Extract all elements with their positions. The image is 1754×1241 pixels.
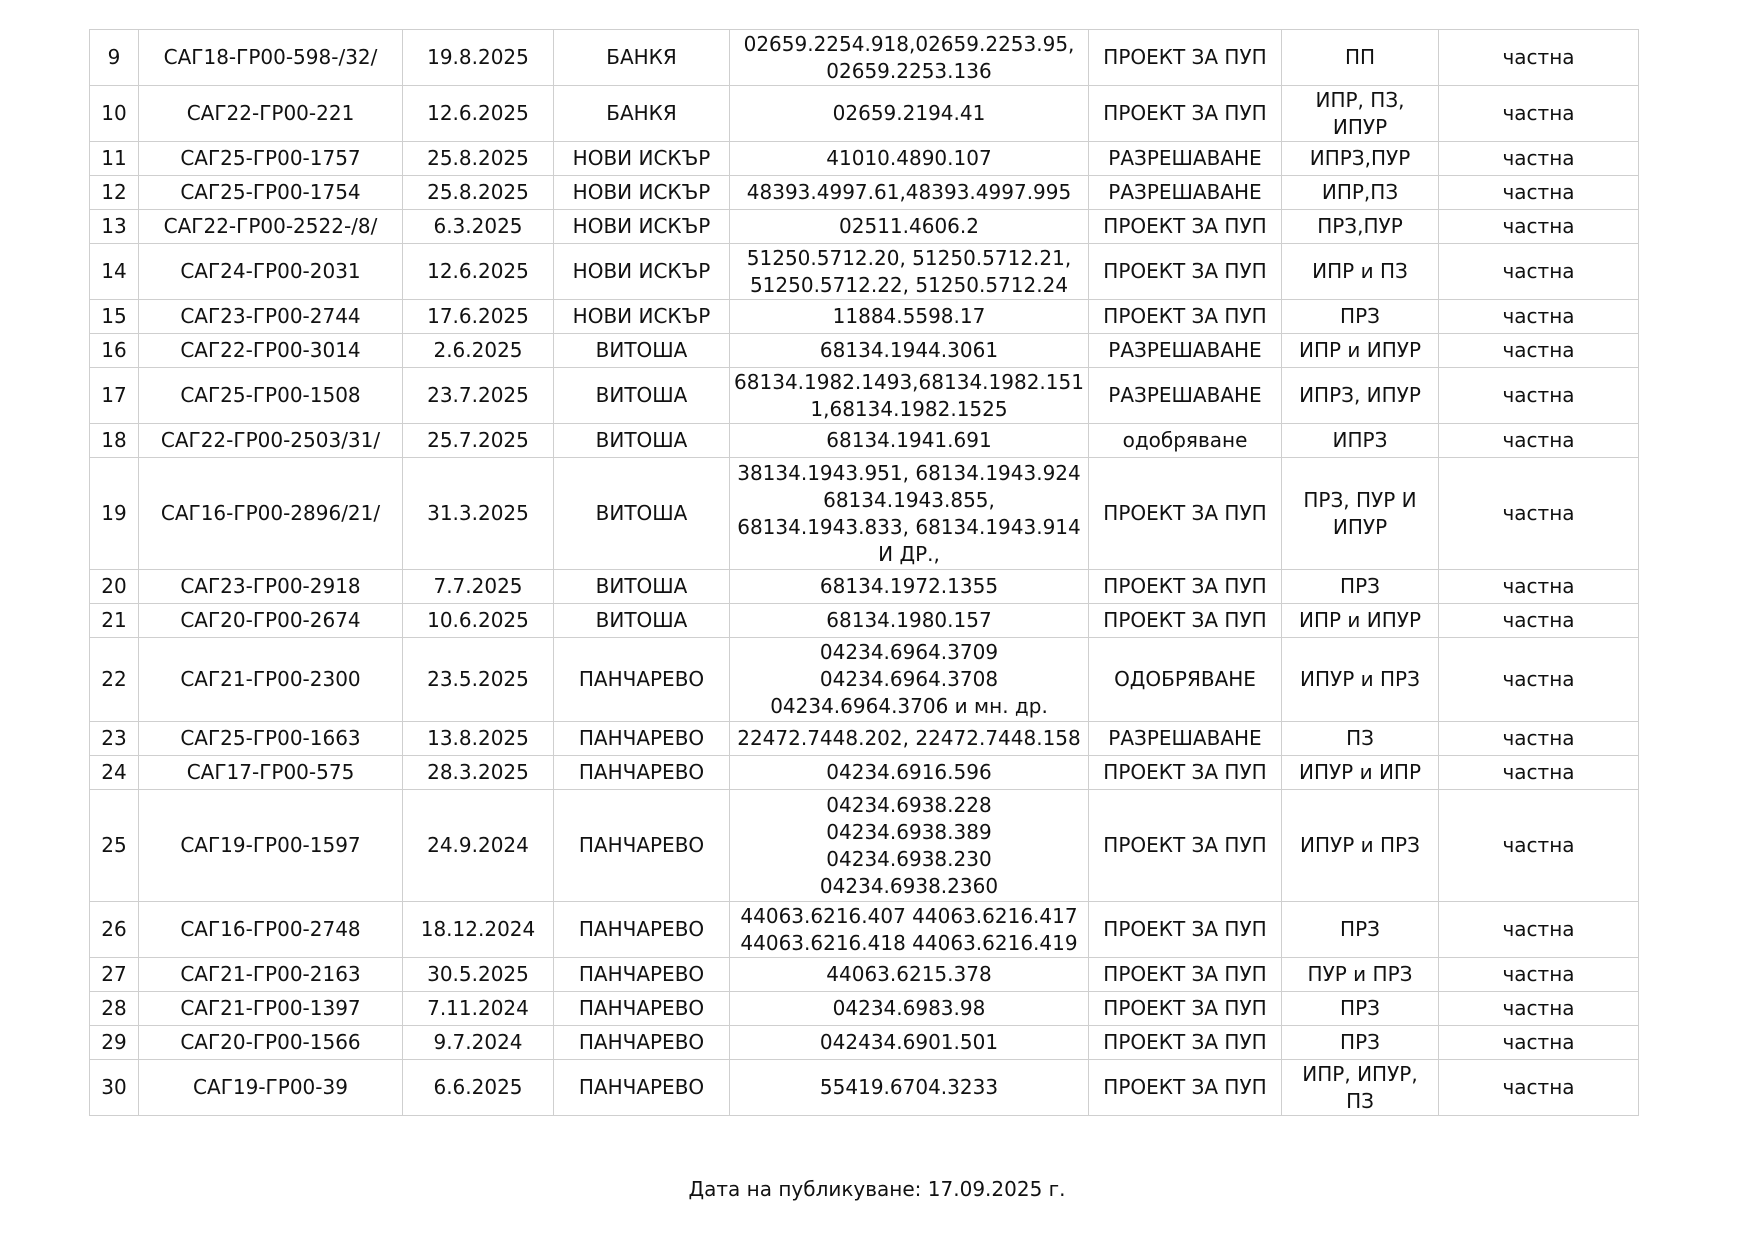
cell-number: 26 — [90, 902, 139, 958]
cell-parcels: 04234.6916.596 — [730, 756, 1089, 790]
table-row — [90, 244, 1639, 300]
cell-parcels: 02659.2194.41 — [730, 86, 1089, 142]
table-row — [90, 1060, 1639, 1116]
cell-procedure: ПРОЕКТ ЗА ПУП — [1089, 570, 1282, 604]
table-row — [90, 958, 1639, 992]
cell-plan-type: ПРЗ,ПУР — [1282, 210, 1439, 244]
cell-date: 6.3.2025 — [403, 210, 554, 244]
table-row — [90, 334, 1639, 368]
table-row — [90, 210, 1639, 244]
cell-district: ПАНЧАРЕВО — [554, 722, 730, 756]
cell-parcels: 22472.7448.202, 22472.7448.158 — [730, 722, 1089, 756]
cell-number: 22 — [90, 638, 139, 722]
cell-plan-type: ПУР и ПРЗ — [1282, 958, 1439, 992]
cell-procedure: ПРОЕКТ ЗА ПУП — [1089, 30, 1282, 86]
cell-parcels: 55419.6704.3233 — [730, 1060, 1089, 1116]
cell-file-number: САГ20-ГР00-1566 — [139, 1026, 403, 1060]
cell-number: 17 — [90, 368, 139, 424]
cell-number: 28 — [90, 992, 139, 1026]
cell-ownership: частна — [1439, 570, 1639, 604]
cell-procedure: РАЗРЕШАВАНЕ — [1089, 176, 1282, 210]
table-row — [90, 604, 1639, 638]
cell-date: 2.6.2025 — [403, 334, 554, 368]
cell-plan-type: ИПРЗ — [1282, 424, 1439, 458]
cell-ownership: частна — [1439, 992, 1639, 1026]
cell-ownership: частна — [1439, 1060, 1639, 1116]
cell-file-number: САГ25-ГР00-1508 — [139, 368, 403, 424]
cell-plan-type: ИПР,ПЗ — [1282, 176, 1439, 210]
cell-plan-type: ПРЗ, ПУР И ИПУР — [1282, 458, 1439, 570]
cell-date: 25.8.2025 — [403, 176, 554, 210]
cell-plan-type: ПРЗ — [1282, 902, 1439, 958]
cell-date: 25.8.2025 — [403, 142, 554, 176]
cell-number: 18 — [90, 424, 139, 458]
table-row — [90, 176, 1639, 210]
publication-date: Дата на публикуване: 17.09.2025 г. — [688, 1177, 1066, 1201]
table-row — [90, 300, 1639, 334]
cell-district: БАНКЯ — [554, 86, 730, 142]
cell-parcels: 51250.5712.20, 51250.5712.21, 51250.5712.22, 51250.5712.24 — [730, 244, 1089, 300]
cell-plan-type: ИПУР и ПРЗ — [1282, 790, 1439, 902]
cell-district: ПАНЧАРЕВО — [554, 790, 730, 902]
table-row — [90, 790, 1639, 902]
cell-plan-type: ПРЗ — [1282, 300, 1439, 334]
cell-parcels: 68134.1982.1493,68134.1982.151 1,68134.1982.1525 — [730, 368, 1089, 424]
cell-procedure: ПРОЕКТ ЗА ПУП — [1089, 86, 1282, 142]
cell-file-number: САГ19-ГР00-39 — [139, 1060, 403, 1116]
registry-table-body — [90, 30, 1639, 1116]
cell-district: ПАНЧАРЕВО — [554, 902, 730, 958]
cell-plan-type: ИПР и ИПУР — [1282, 334, 1439, 368]
cell-district: ВИТОША — [554, 604, 730, 638]
cell-ownership: частна — [1439, 722, 1639, 756]
cell-procedure: ПРОЕКТ ЗА ПУП — [1089, 790, 1282, 902]
table-row — [90, 142, 1639, 176]
cell-procedure: РАЗРЕШАВАНЕ — [1089, 334, 1282, 368]
cell-plan-type: ИПУР и ИПР — [1282, 756, 1439, 790]
cell-procedure: ОДОБРЯВАНЕ — [1089, 638, 1282, 722]
cell-parcels: 41010.4890.107 — [730, 142, 1089, 176]
cell-plan-type: ПРЗ — [1282, 1026, 1439, 1060]
cell-number: 30 — [90, 1060, 139, 1116]
cell-file-number: САГ22-ГР00-2503/31/ — [139, 424, 403, 458]
cell-district: НОВИ ИСКЪР — [554, 142, 730, 176]
cell-file-number: САГ20-ГР00-2674 — [139, 604, 403, 638]
cell-number: 12 — [90, 176, 139, 210]
cell-date: 23.7.2025 — [403, 368, 554, 424]
cell-procedure: ПРОЕКТ ЗА ПУП — [1089, 458, 1282, 570]
cell-procedure: ПРОЕКТ ЗА ПУП — [1089, 604, 1282, 638]
cell-ownership: частна — [1439, 958, 1639, 992]
cell-file-number: САГ19-ГР00-1597 — [139, 790, 403, 902]
cell-district: НОВИ ИСКЪР — [554, 210, 730, 244]
cell-ownership: частна — [1439, 244, 1639, 300]
cell-procedure: ПРОЕКТ ЗА ПУП — [1089, 992, 1282, 1026]
cell-parcels: 68134.1980.157 — [730, 604, 1089, 638]
cell-procedure: ПРОЕКТ ЗА ПУП — [1089, 1026, 1282, 1060]
cell-number: 16 — [90, 334, 139, 368]
cell-date: 13.8.2025 — [403, 722, 554, 756]
cell-procedure: РАЗРЕШАВАНЕ — [1089, 142, 1282, 176]
cell-district: ВИТОША — [554, 424, 730, 458]
cell-procedure: ПРОЕКТ ЗА ПУП — [1089, 756, 1282, 790]
cell-date: 18.12.2024 — [403, 902, 554, 958]
table-row — [90, 368, 1639, 424]
table-row — [90, 30, 1639, 86]
cell-parcels: 48393.4997.61,48393.4997.995 — [730, 176, 1089, 210]
table-row — [90, 722, 1639, 756]
cell-file-number: САГ22-ГР00-221 — [139, 86, 403, 142]
cell-file-number: САГ23-ГР00-2918 — [139, 570, 403, 604]
cell-number: 24 — [90, 756, 139, 790]
cell-district: ПАНЧАРЕВО — [554, 1026, 730, 1060]
cell-parcels: 44063.6216.407 44063.6216.417 44063.6216.418 44063.6216.419 — [730, 902, 1089, 958]
cell-file-number: САГ21-ГР00-2163 — [139, 958, 403, 992]
table-row — [90, 1026, 1639, 1060]
cell-date: 7.11.2024 — [403, 992, 554, 1026]
cell-ownership: частна — [1439, 30, 1639, 86]
cell-procedure: ПРОЕКТ ЗА ПУП — [1089, 300, 1282, 334]
cell-number: 27 — [90, 958, 139, 992]
cell-district: ПАНЧАРЕВО — [554, 958, 730, 992]
cell-plan-type: ПРЗ — [1282, 570, 1439, 604]
cell-file-number: САГ16-ГР00-2896/21/ — [139, 458, 403, 570]
table-row — [90, 992, 1639, 1026]
cell-ownership: частна — [1439, 334, 1639, 368]
cell-parcels: 04234.6938.228 04234.6938.389 04234.6938.230 04234.6938.2360 — [730, 790, 1089, 902]
cell-plan-type: ИПР, ПЗ, ИПУР — [1282, 86, 1439, 142]
cell-date: 7.7.2025 — [403, 570, 554, 604]
cell-parcels: 04234.6983.98 — [730, 992, 1089, 1026]
cell-district: ВИТОША — [554, 368, 730, 424]
cell-plan-type: ИПР и ПЗ — [1282, 244, 1439, 300]
table-row — [90, 638, 1639, 722]
cell-plan-type: ПРЗ — [1282, 992, 1439, 1026]
cell-file-number: САГ22-ГР00-2522-/8/ — [139, 210, 403, 244]
registry-table — [89, 29, 1639, 1116]
cell-file-number: САГ25-ГР00-1754 — [139, 176, 403, 210]
cell-date: 30.5.2025 — [403, 958, 554, 992]
cell-date: 17.6.2025 — [403, 300, 554, 334]
cell-number: 15 — [90, 300, 139, 334]
cell-procedure: ПРОЕКТ ЗА ПУП — [1089, 902, 1282, 958]
cell-parcels: 68134.1944.3061 — [730, 334, 1089, 368]
cell-parcels: 38134.1943.951, 68134.1943.924 68134.1943.855, 68134.1943.833, 68134.1943.914 И ДР., — [730, 458, 1089, 570]
table-row — [90, 458, 1639, 570]
cell-ownership: частна — [1439, 176, 1639, 210]
cell-ownership: частна — [1439, 210, 1639, 244]
cell-ownership: частна — [1439, 368, 1639, 424]
cell-date: 28.3.2025 — [403, 756, 554, 790]
cell-parcels: 02659.2254.918,02659.2253.95, 02659.2253.136 — [730, 30, 1089, 86]
cell-district: ВИТОША — [554, 458, 730, 570]
cell-ownership: частна — [1439, 86, 1639, 142]
cell-date: 23.5.2025 — [403, 638, 554, 722]
cell-ownership: частна — [1439, 300, 1639, 334]
cell-plan-type: ИПУР и ПРЗ — [1282, 638, 1439, 722]
table-row — [90, 86, 1639, 142]
cell-file-number: САГ22-ГР00-3014 — [139, 334, 403, 368]
cell-file-number: САГ16-ГР00-2748 — [139, 902, 403, 958]
cell-district: ПАНЧАРЕВО — [554, 756, 730, 790]
cell-date: 24.9.2024 — [403, 790, 554, 902]
cell-date: 9.7.2024 — [403, 1026, 554, 1060]
table-row — [90, 756, 1639, 790]
cell-district: ВИТОША — [554, 570, 730, 604]
cell-file-number: САГ24-ГР00-2031 — [139, 244, 403, 300]
cell-plan-type: ПП — [1282, 30, 1439, 86]
cell-parcels: 042434.6901.501 — [730, 1026, 1089, 1060]
cell-file-number: САГ21-ГР00-2300 — [139, 638, 403, 722]
cell-district: ПАНЧАРЕВО — [554, 638, 730, 722]
cell-ownership: частна — [1439, 424, 1639, 458]
cell-district: НОВИ ИСКЪР — [554, 176, 730, 210]
cell-number: 20 — [90, 570, 139, 604]
cell-parcels: 11884.5598.17 — [730, 300, 1089, 334]
cell-number: 29 — [90, 1026, 139, 1060]
cell-number: 11 — [90, 142, 139, 176]
cell-parcels: 04234.6964.3709 04234.6964.3708 04234.6964.3706 и мн. др. — [730, 638, 1089, 722]
cell-file-number: САГ23-ГР00-2744 — [139, 300, 403, 334]
table-row — [90, 570, 1639, 604]
cell-date: 25.7.2025 — [403, 424, 554, 458]
cell-date: 12.6.2025 — [403, 244, 554, 300]
cell-procedure: РАЗРЕШАВАНЕ — [1089, 368, 1282, 424]
cell-procedure: ПРОЕКТ ЗА ПУП — [1089, 958, 1282, 992]
cell-number: 14 — [90, 244, 139, 300]
cell-plan-type: ИПРЗ, ИПУР — [1282, 368, 1439, 424]
cell-district: НОВИ ИСКЪР — [554, 244, 730, 300]
cell-parcels: 44063.6215.378 — [730, 958, 1089, 992]
cell-date: 31.3.2025 — [403, 458, 554, 570]
cell-number: 23 — [90, 722, 139, 756]
cell-plan-type: ИПРЗ,ПУР — [1282, 142, 1439, 176]
cell-ownership: частна — [1439, 638, 1639, 722]
cell-plan-type: ИПР, ИПУР, ПЗ — [1282, 1060, 1439, 1116]
cell-plan-type: ПЗ — [1282, 722, 1439, 756]
cell-file-number: САГ17-ГР00-575 — [139, 756, 403, 790]
cell-parcels: 02511.4606.2 — [730, 210, 1089, 244]
cell-parcels: 68134.1972.1355 — [730, 570, 1089, 604]
cell-number: 9 — [90, 30, 139, 86]
cell-file-number: САГ21-ГР00-1397 — [139, 992, 403, 1026]
cell-ownership: частна — [1439, 604, 1639, 638]
cell-number: 21 — [90, 604, 139, 638]
cell-district: ПАНЧАРЕВО — [554, 1060, 730, 1116]
cell-procedure: ПРОЕКТ ЗА ПУП — [1089, 244, 1282, 300]
cell-procedure: РАЗРЕШАВАНЕ — [1089, 722, 1282, 756]
cell-ownership: частна — [1439, 142, 1639, 176]
table-row — [90, 424, 1639, 458]
cell-procedure: ПРОЕКТ ЗА ПУП — [1089, 1060, 1282, 1116]
cell-parcels: 68134.1941.691 — [730, 424, 1089, 458]
cell-number: 25 — [90, 790, 139, 902]
cell-district: БАНКЯ — [554, 30, 730, 86]
cell-number: 13 — [90, 210, 139, 244]
cell-date: 10.6.2025 — [403, 604, 554, 638]
cell-file-number: САГ18-ГР00-598-/32/ — [139, 30, 403, 86]
cell-district: НОВИ ИСКЪР — [554, 300, 730, 334]
cell-procedure: одобряване — [1089, 424, 1282, 458]
cell-file-number: САГ25-ГР00-1663 — [139, 722, 403, 756]
cell-number: 10 — [90, 86, 139, 142]
cell-ownership: частна — [1439, 790, 1639, 902]
cell-district: ВИТОША — [554, 334, 730, 368]
cell-date: 6.6.2025 — [403, 1060, 554, 1116]
cell-district: ПАНЧАРЕВО — [554, 992, 730, 1026]
cell-ownership: частна — [1439, 756, 1639, 790]
cell-date: 12.6.2025 — [403, 86, 554, 142]
cell-ownership: частна — [1439, 1026, 1639, 1060]
table-row — [90, 902, 1639, 958]
cell-file-number: САГ25-ГР00-1757 — [139, 142, 403, 176]
cell-ownership: частна — [1439, 458, 1639, 570]
cell-ownership: частна — [1439, 902, 1639, 958]
cell-date: 19.8.2025 — [403, 30, 554, 86]
cell-procedure: ПРОЕКТ ЗА ПУП — [1089, 210, 1282, 244]
cell-plan-type: ИПР и ИПУР — [1282, 604, 1439, 638]
cell-number: 19 — [90, 458, 139, 570]
